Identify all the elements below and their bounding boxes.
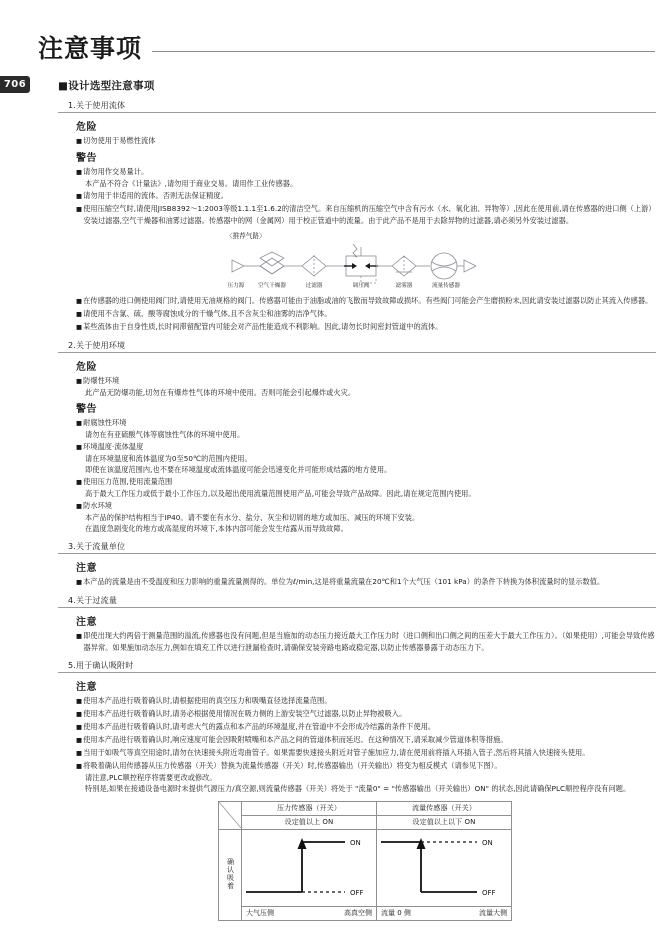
item-list (76, 375, 656, 398)
column-subheader-pressure: 设定值以上 ON (242, 816, 377, 830)
on-label: ON (350, 839, 361, 848)
bullet-text: ■ 环境温度·流体温度 (76, 441, 656, 453)
circuit-label: 空气干燥器 (258, 283, 286, 289)
circuit-label: 流量传感器 (432, 283, 460, 289)
bullet-text: ■ 某些流体由于自身性质,长时间滞留配管内可能会对产品性能造成不利影响。因此,请勿长时间密封管道中的流体。 (76, 321, 656, 333)
section-2-environment (58, 340, 656, 535)
section-title: 3.关于流量单位 (58, 541, 656, 554)
alert-heading-caution: 注意 (76, 563, 97, 575)
alert-heading-danger: 危险 (76, 361, 97, 373)
section-1-fluid (58, 100, 656, 333)
section-title: 1.关于使用流体 (58, 100, 656, 113)
bullet-text: ■ 请勿用作交易量计。 (76, 166, 656, 178)
item-list (76, 630, 656, 653)
alert-heading-caution: 注意 (76, 682, 97, 694)
graph-cell-pressure (242, 830, 377, 907)
sub-text: 即使在该温度范围内,也不要在环境温度或流体温度可能会迅速变化并可能形成结露的地方使用。 (85, 465, 392, 474)
item-list (76, 295, 656, 333)
title-divider (152, 51, 655, 52)
list-item (76, 203, 656, 226)
sub-text: 高于最大工作压力或低于最小工作压力,以及超出使用流量范围使用产品,可能会导致产品故障。因此,请在规定范围内使用。 (85, 489, 476, 499)
item-list (76, 417, 656, 535)
axis-labels-pressure (242, 907, 377, 921)
list-item (76, 708, 656, 720)
list-item (76, 135, 656, 147)
pressure-source-symbol (232, 260, 244, 272)
row-label-adsorption: 确认吸着 (219, 830, 242, 921)
sensor-comparison-figure (58, 801, 656, 921)
bullet-text: ■ 使用本产品进行吸着确认时,请务必根据使用情况在吸力侧的上游安装空气过滤器,以防止异物被吸入。 (76, 708, 656, 720)
page-content (58, 78, 656, 921)
list-item (76, 695, 656, 707)
item-list (76, 166, 656, 226)
column-subheader-flow: 设定值以上以下 ON (377, 816, 512, 830)
item-list (76, 135, 656, 147)
group-heading: ■设计选型注意事项 (58, 80, 155, 92)
sensor-comparison-table (218, 801, 512, 921)
list-item (76, 190, 656, 202)
axis-label-right: 流量大侧 (479, 909, 507, 918)
section-title: 4.关于过流量 (58, 595, 656, 608)
off-label: OFF (350, 889, 364, 898)
circuit-caption: 〈推荐气路〉 (226, 232, 266, 240)
item-list (76, 695, 656, 794)
sub-text: 在温度急剧变化的地方或高湿度的环境下,本体内部可能会发生结露从而导致故障。 (85, 524, 348, 534)
table-corner-cell (219, 802, 242, 830)
item-list (76, 576, 656, 588)
circuit-label: 过滤器 (305, 283, 323, 289)
bullet-text: ■ 切勿使用于易燃性流体 (76, 135, 656, 147)
section-4-overflow (58, 595, 656, 653)
diagonal-slash-icon (219, 802, 241, 828)
circuit-label: 滤雾器 (395, 283, 413, 289)
axis-label-right: 高真空侧 (344, 909, 372, 918)
bullet-text: ■ 耐腐蚀性环境 (76, 417, 656, 429)
bullet-text: ■ 本产品的流量是由不受温度和压力影响的重量流量测得的。单位为ℓ/min,这是将重量流量在20℃和1个大气压（101 kPa）的条件下转换为体积流量时的显示数值。 (76, 576, 656, 588)
sub-text: 本产品不符合《计量法》,请勿用于商业交易。请用作工业传感器。 (85, 178, 298, 188)
list-item (76, 476, 656, 499)
axis-label-left: 流量 0 侧 (381, 909, 411, 918)
column-header-pressure: 压力传感器（开关） (242, 802, 377, 816)
alert-heading-warning: 警告 (76, 403, 97, 415)
sub-text: 本产品的保护结构相当于IP40。请不要在有水分、盐分、灰尘和切屑的地方或加压、减压的环境下安装。 (85, 513, 420, 523)
section-3-flow-unit (58, 541, 656, 588)
list-item (76, 166, 656, 189)
sub-text: 此产品无防爆功能,切勿在有爆炸性气体的环境中使用。否则可能会引起爆炸或火灾。 (85, 387, 356, 397)
list-item (76, 321, 656, 333)
axis-labels-flow (377, 907, 512, 921)
bullet-text: ■ 将吸着确认用传感器从压力传感器（开关）替换为流量传感器（开关）时,传感器输出（开关输出）将变为相反模式（请参见下图）。 (76, 760, 656, 772)
bullet-text: ■ 使用本产品进行吸着确认时,请根据使用的真空压力和吸嘴直径选择流量范围。 (76, 695, 656, 707)
pressure-sensor-graph (242, 830, 377, 906)
page-number: 706 (3, 79, 27, 90)
pneumatic-circuit-figure (76, 230, 656, 289)
list-item (76, 721, 656, 733)
list-item (76, 308, 656, 320)
on-label: ON (482, 839, 493, 848)
list-item (76, 441, 656, 475)
section-5-adsorption (58, 660, 656, 794)
page-number-tab (0, 76, 30, 93)
page-title: 注意事项 (38, 34, 143, 63)
bullet-text: ■ 请勿用于非适用的流体。否则无法保证精度。 (76, 190, 656, 202)
flow-sensor-graph (377, 830, 512, 906)
bullet-text: ■ 请使用不含氯、硫、酸等腐蚀成分的干燥气体,且不含灰尘和油雾的洁净气体。 (76, 308, 656, 320)
list-item (76, 576, 656, 588)
off-label: OFF (482, 889, 496, 898)
outlet-symbol (464, 260, 476, 272)
bullet-text: ■ 使用压力范围,使用流量范围 (76, 476, 656, 488)
alert-heading-warning: 警告 (76, 152, 97, 164)
bullet-text: ■ 使用本产品进行吸着确认时,请考虑大气的露点和本产品的环境温度,并在管道中不会形成冷结露的条件下使用。 (76, 721, 656, 733)
graph-cell-flow (377, 830, 512, 907)
bullet-text: ■ 当用于如吸气等真空用途时,请勿在快速接头附近弯曲管子。如果需要快速接头附近对管子施加应力,请在使用前将插入环插入管子,然后将其插入快速接头使用。 (76, 747, 656, 759)
column-header-flow: 流量传感器（开关） (377, 802, 512, 816)
sub-text: 特别是,如果在接通设备电源时未提供气源压力/真空源,则流量传感器（开关）将处于 "流量0" = "传感器输出（开关输出）ON" 的状态,因此请确保PLC顺控程序没有问题。 (85, 784, 631, 794)
bullet-text: ■ 防水环境 (76, 500, 656, 512)
list-item (76, 760, 656, 794)
list-item (76, 375, 656, 398)
bullet-text: ■ 使用压缩空气时,请使用JISB8392～1:2003等级1.1.1至1.6.2的清洁空气。来自压缩机的压缩空气中含有污水（水、氧化油、异物等）,因此在使用前,请在传感器的进口侧（上游）安装过滤器,空气干燥器和油雾过滤器。传感器中的网（金属网）用于校正管道中的流量。由于此产品不是用于去除异物的过滤器,请必须另外安装过滤器。 (76, 203, 656, 226)
sub-text: 请在环境温度和流体温度为0至50℃的范围内使用。 (85, 453, 252, 463)
bullet-text: ■ 防爆性环境 (76, 375, 656, 387)
section-title: 5.用于确认吸附时 (58, 660, 656, 673)
axis-label-left: 大气压侧 (246, 909, 274, 918)
sub-text: 请勿在有亚硫酸气体等腐蚀性气体的环境中使用。 (85, 429, 245, 439)
list-item (76, 417, 656, 440)
list-item (76, 500, 656, 534)
sub-text: 请注意,PLC顺控程序将需要更改或修改。 (85, 773, 217, 782)
bullet-text: ■ 在传感器的进口侧使用阀门时,请使用无油规格的阀门。传感器可能由于油脂或油的飞散而导致故障或损坏。有些阀门可能会产生磨损粉末,因此请安装过滤器以防止其流入传感器。 (76, 295, 656, 307)
alert-heading-danger: 危险 (76, 122, 97, 133)
circuit-label: 调压阀 (352, 283, 370, 289)
circuit-label: 压力源 (227, 283, 245, 289)
circuit-diagram-svg (226, 241, 476, 289)
alert-heading-caution: 注意 (76, 617, 97, 629)
bullet-text: ■ 使用本产品进行吸着确认时,响应速度可能会因吸附喷嘴和本产品之间的管道体积而延迟。在这种情况下,请采取减少管道体积等措施。 (76, 734, 656, 746)
bullet-text: ■ 即使出现大约两倍于测量范围的溢流,传感器也没有问题,但是当施加的动态压力接近最大工作压力时（进口侧和出口侧之间的压差大于最大工作压力）。（如果使用）,可能会导致传感器异常。如果施加动态压力,例如在填充工件以进行泄漏检查时,请确保安装旁路电路或稳定器,以防止传感器暴露于动态压力下。 (76, 630, 656, 653)
list-item (76, 747, 656, 759)
list-item (76, 630, 656, 653)
list-item (76, 734, 656, 746)
page-header (38, 36, 655, 61)
list-item (76, 295, 656, 307)
section-title: 2.关于使用环境 (58, 340, 656, 353)
